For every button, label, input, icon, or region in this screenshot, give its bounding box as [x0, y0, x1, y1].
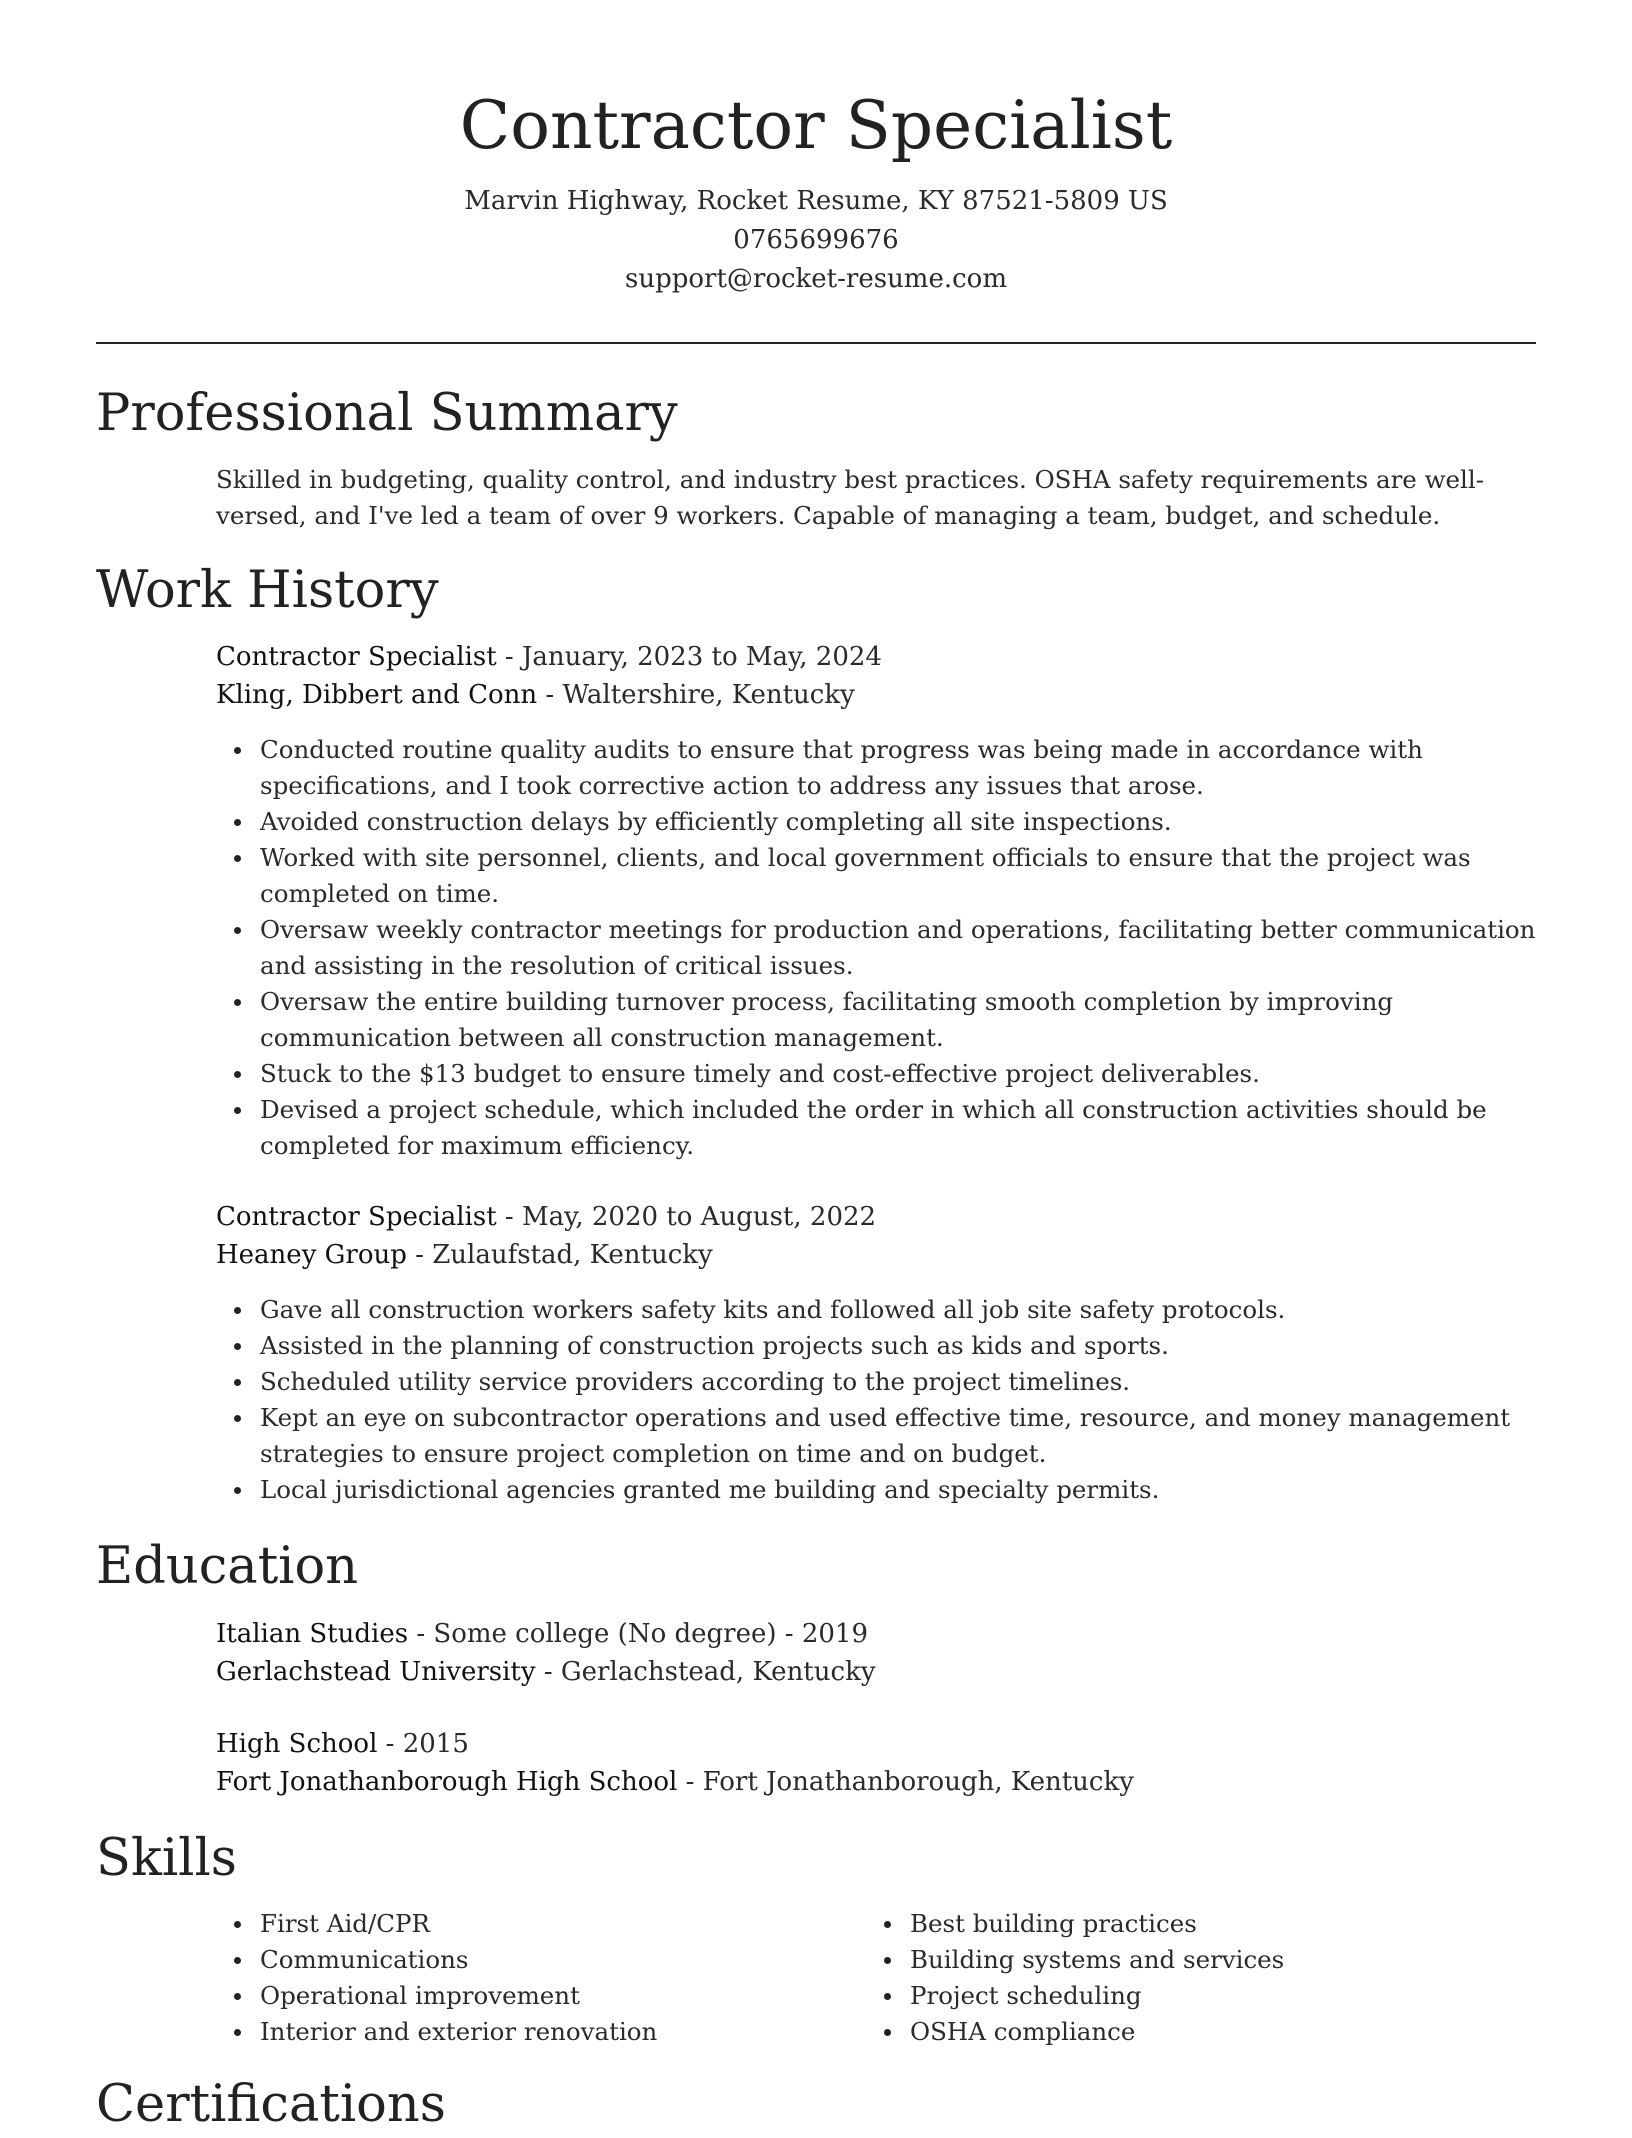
candidate-name: Contractor Specialist: [459, 87, 1173, 164]
job-company-line: [216, 676, 1536, 714]
list-item: Kept an eye on subcontractor operations and used effective time, resource, and money management strategies to ensure project completion on time and on budget.: [260, 1400, 1536, 1472]
job-entry: [216, 638, 1536, 714]
skill-item: First Aid/CPR: [260, 1906, 816, 1942]
job-location: - Waltershire, Kentucky: [537, 680, 855, 710]
section-title-skills: Skills: [96, 1829, 237, 1888]
job-company: Kling, Dibbert and Conn: [216, 680, 538, 710]
contact-address: Marvin Highway, Rocket Resume, KY 87521-5809 US: [464, 186, 1168, 216]
education-degree: Italian Studies: [216, 1619, 409, 1649]
skill-item: Interior and exterior renovation: [260, 2014, 816, 2050]
list-item: Conducted routine quality audits to ensure that progress was being made in accordance with specifications, and I took corrective action to address any issues that arose.: [260, 732, 1536, 804]
job-entry: [216, 1198, 1536, 1274]
list-item: Assisted in the planning of construction projects such as kids and sports.: [260, 1328, 1536, 1364]
list-item: Oversaw weekly contractor meetings for production and operations, facilitating better communication and assisting in the resolution of critical issues.: [260, 912, 1536, 984]
skill-item: Operational improvement: [260, 1978, 816, 2014]
list-item: Avoided construction delays by efficiently completing all site inspections.: [260, 804, 1536, 840]
section-title-work-history: Work History: [96, 561, 439, 620]
skill-item: Communications: [260, 1942, 816, 1978]
section-title-certifications: Certifications: [96, 2075, 446, 2134]
job-location: - Zulaufstad, Kentucky: [406, 1240, 713, 1270]
job-position: Contractor Specialist: [216, 642, 497, 672]
education-degree-line: [216, 1725, 1536, 1763]
list-item: Oversaw the entire building turnover process, facilitating smooth completion by improving communication between all construction management.: [260, 984, 1536, 1056]
list-item: Devised a project schedule, which included the order in which all construction activities should be completed for maximum efficiency.: [260, 1092, 1536, 1164]
job-company: Heaney Group: [216, 1240, 407, 1270]
job-company-line: [216, 1236, 1536, 1274]
education-school: Fort Jonathanborough High School: [216, 1767, 678, 1797]
education-location: - Fort Jonathanborough, Kentucky: [677, 1767, 1134, 1797]
education-detail: - Some college (No degree) - 2019: [408, 1619, 868, 1649]
skills-column-right: [866, 1906, 1466, 2050]
skill-item: Best building practices: [910, 1906, 1466, 1942]
skill-item: Project scheduling: [910, 1978, 1466, 2014]
job-title-line: [216, 1198, 1536, 1236]
list-item: Worked with site personnel, clients, and local government officials to ensure that the project was completed on time.: [260, 840, 1536, 912]
section-title-education: Education: [96, 1537, 359, 1596]
job-position: Contractor Specialist: [216, 1202, 497, 1232]
job-title-line: [216, 638, 1536, 676]
education-entry: [216, 1725, 1536, 1801]
education-school: Gerlachstead University: [216, 1657, 536, 1687]
summary-text: Skilled in budgeting, quality control, and industry best practices. OSHA safety requirements are well-versed, and I've led a team of over 9 workers. Capable of managing a team, budget, and schedule.: [216, 465, 1484, 530]
list-item: Scheduled utility service providers according to the project timelines.: [260, 1364, 1536, 1400]
skill-item: Building systems and services: [910, 1942, 1466, 1978]
job-dates: - May, 2020 to August, 2022: [496, 1202, 877, 1232]
education-degree-line: [216, 1615, 1536, 1653]
education-entry: [216, 1615, 1536, 1691]
section-title-summary: Professional Summary: [96, 384, 678, 443]
education-school-line: [216, 1763, 1536, 1801]
contact-email: support@rocket-resume.com: [624, 264, 1007, 294]
education-detail: - 2015: [377, 1729, 469, 1759]
job-dates: - January, 2023 to May, 2024: [496, 642, 882, 672]
list-item: Local jurisdictional agencies granted me building and specialty permits.: [260, 1472, 1536, 1508]
contact-phone: 0765699676: [733, 225, 899, 255]
list-item: Stuck to the $13 budget to ensure timely and cost-effective project deliverables.: [260, 1056, 1536, 1092]
list-item: Gave all construction workers safety kits and followed all job site safety protocols.: [260, 1292, 1536, 1328]
education-school-line: [216, 1653, 1536, 1691]
skills-column-left: [216, 1906, 816, 2050]
education-location: - Gerlachstead, Kentucky: [535, 1657, 876, 1687]
resume-header: [96, 80, 1536, 299]
education-degree: High School: [216, 1729, 378, 1759]
job-bullets: [216, 1292, 1536, 1508]
job-bullets: [216, 732, 1536, 1164]
skill-item: OSHA compliance: [910, 2014, 1466, 2050]
header-divider: [96, 342, 1536, 344]
